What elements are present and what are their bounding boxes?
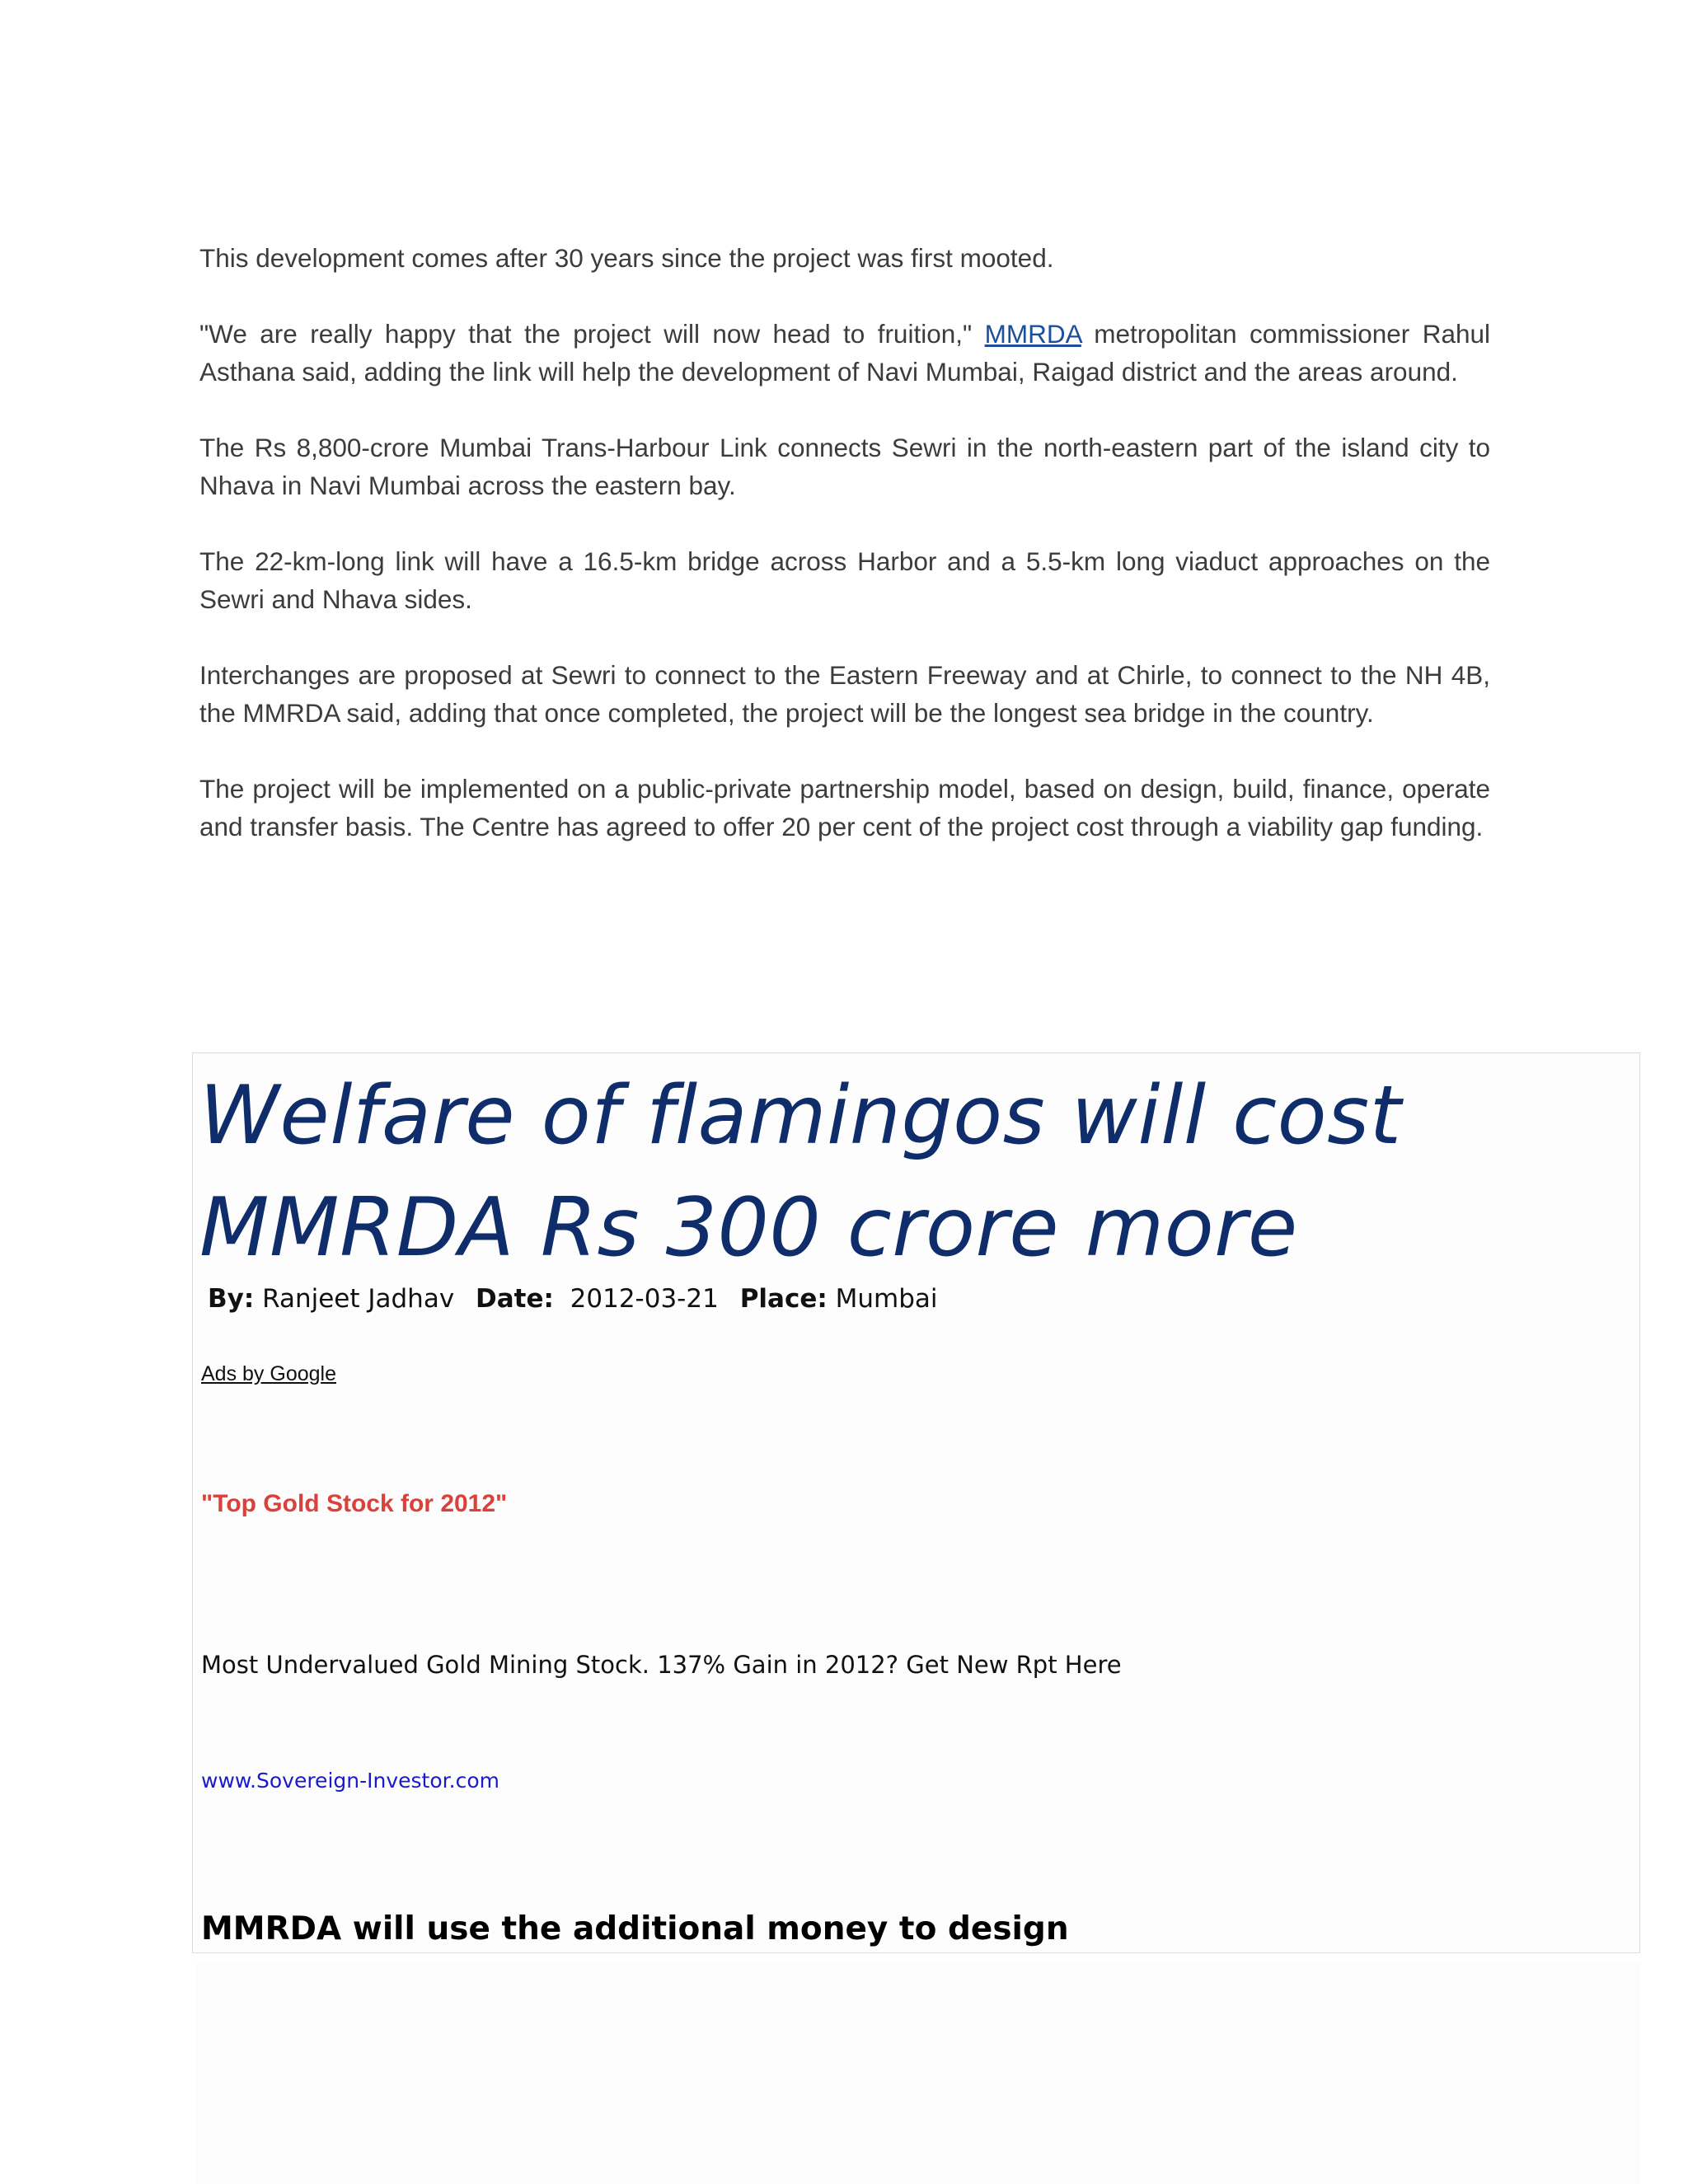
ad-title-link[interactable]: "Top Gold Stock for 2012" xyxy=(201,1490,508,1517)
author-name: Ranjeet Jadhav xyxy=(262,1284,455,1314)
paragraph: This development comes after 30 years since the project was first mooted. xyxy=(199,243,1054,273)
story-headline: Welfare of flamingos will cost MMRDA Rs 300 crore more xyxy=(199,1069,1402,1275)
paragraph: The project will be implemented on a public-private partnership model, based on design, build, finance, operate and transfer basis. The Centre has agreed to offer 20 per cent of the project cost through a viability gap funding. xyxy=(199,774,1490,841)
byline xyxy=(208,1284,938,1314)
place-value: Mumbai xyxy=(835,1284,938,1314)
paragraph-quote-start: "We are really happy that the project will now head to fruition," xyxy=(199,319,985,349)
date-value: 2012-03-21 xyxy=(570,1284,719,1314)
date-label: Date: xyxy=(476,1284,554,1314)
mmrda-link[interactable]: MMRDA xyxy=(984,319,1081,349)
place-label: Place: xyxy=(739,1284,828,1314)
paragraph-quote xyxy=(199,315,1490,391)
by-label: By: xyxy=(208,1284,255,1314)
paragraph: Interchanges are proposed at Sewri to connect to the Eastern Freeway and at Chirle, to connect to the NH 4B, the MMRDA said, adding that once completed, the project will be the longest sea bridge in the country. xyxy=(199,660,1490,728)
page-background-fade xyxy=(196,1961,1640,2184)
article-body xyxy=(199,239,1490,883)
ad-url-link[interactable]: www.Sovereign-Investor.com xyxy=(201,1769,499,1793)
ad-description: Most Undervalued Gold Mining Stock. 137% Gain in 2012? Get New Rpt Here xyxy=(201,1651,1122,1679)
paragraph: The 22-km-long link will have a 16.5-km bridge across Harbor and a 5.5-km long viaduct approaches on the Sewri and Nhava sides. xyxy=(199,546,1490,614)
story-subhead: MMRDA will use the additional money to design xyxy=(201,1910,1069,1947)
paragraph-quote-end: metropolitan commissioner Rahul Asthana said, adding the link will help the development of Navi Mumbai, Raigad district and the areas around. xyxy=(199,319,1490,387)
ads-by-google-link[interactable]: Ads by Google xyxy=(201,1362,336,1385)
paragraph: The Rs 8,800-crore Mumbai Trans-Harbour Link connects Sewri in the north-eastern part of the island city to Nhava in Navi Mumbai across the eastern bay. xyxy=(199,433,1490,500)
story-box xyxy=(192,1052,1640,1953)
